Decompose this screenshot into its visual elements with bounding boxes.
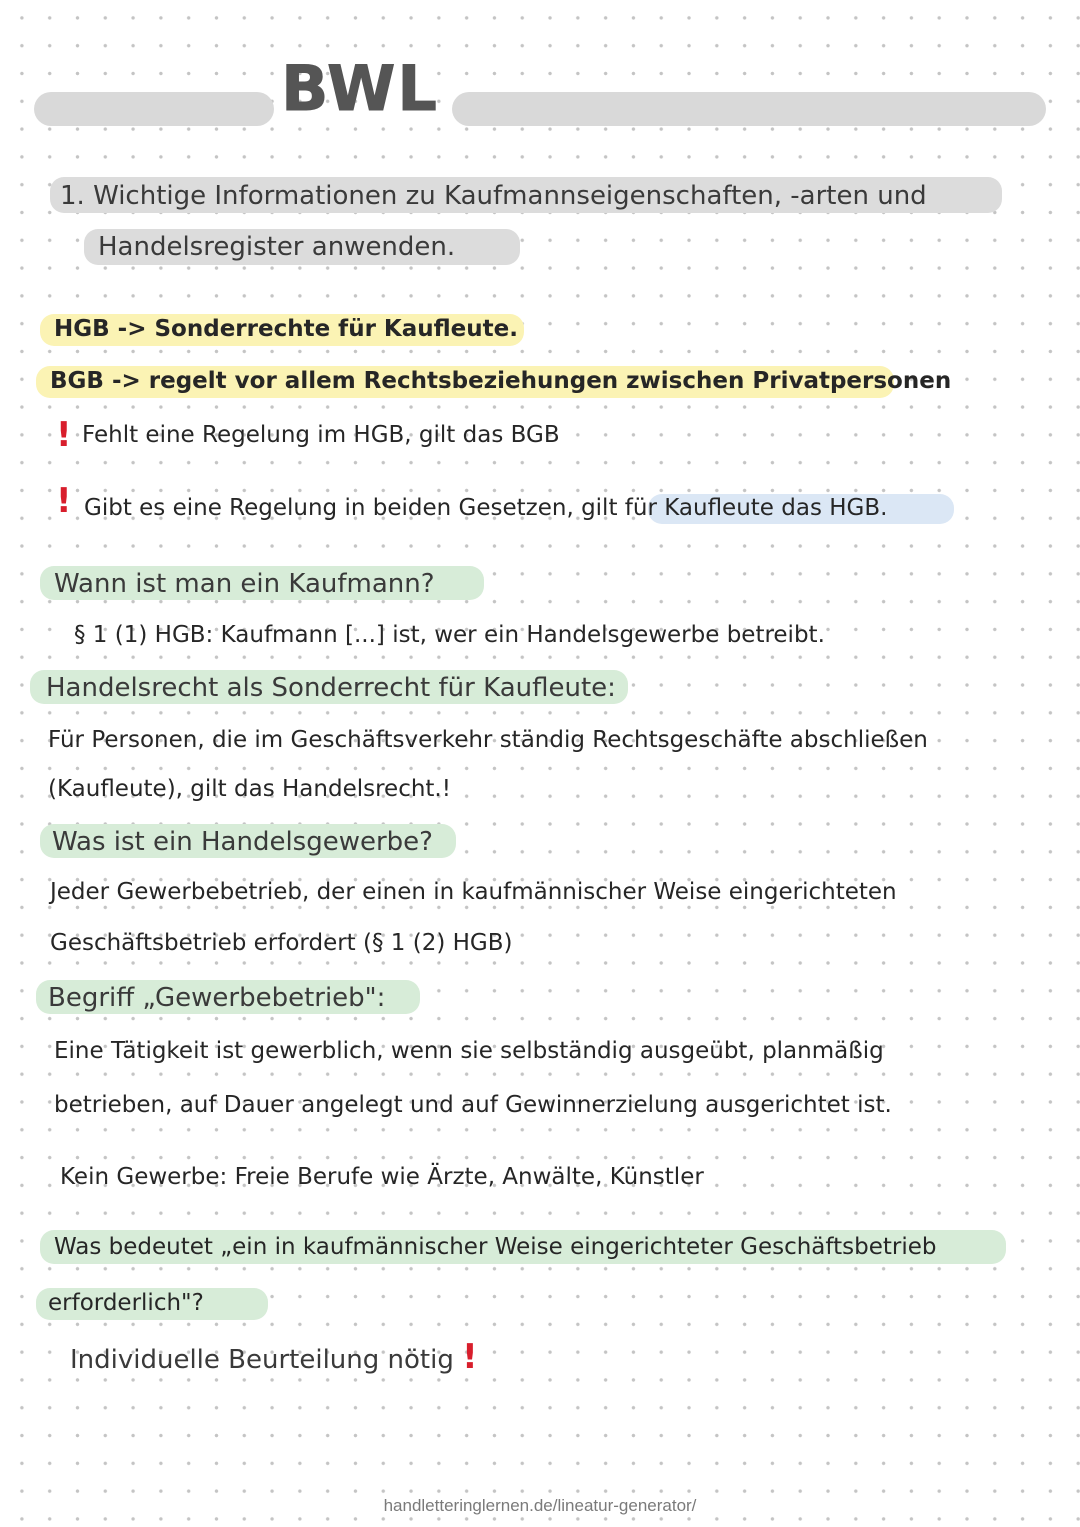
a-bedeutung-text: Individuelle Beurteilung nötig: [70, 1345, 454, 1375]
warning-icon-1: !: [56, 415, 72, 455]
footer-url: handletteringlernen.de/lineatur-generator/: [383, 1496, 697, 1515]
a-kaufmann: § 1 (1) HGB: Kaufmann [...] ist, wer ein Handelsgewerbe betreibt.: [74, 622, 825, 648]
rule-2: [84, 497, 887, 520]
t-begriff-2: betrieben, auf Dauer angelegt und auf Gewinnerzielung ausgerichtet ist.: [54, 1092, 892, 1118]
h-begriff: Begriff „Gewerbebetrieb":: [48, 983, 386, 1013]
q-kaufmann: Wann ist man ein Kaufmann?: [54, 569, 435, 599]
t-handelsrecht-2: (Kaufleute), gilt das Handelsrecht.!: [48, 776, 451, 802]
t-kein-gewerbe: Kein Gewerbe: Freie Berufe wie Ärzte, Anwälte, Künstler: [60, 1164, 704, 1190]
hgb-note: HGB -> Sonderrechte für Kaufleute.: [54, 316, 518, 342]
page-title: BWL: [281, 52, 439, 125]
warning-icon-3: !: [462, 1337, 478, 1377]
a-bedeutung: [70, 1337, 478, 1377]
rule-2-part-b: für Kaufleute das HGB.: [624, 495, 888, 521]
heading-line-1: 1. Wichtige Informationen zu Kaufmannseigenschaften, -arten und: [60, 181, 927, 211]
heading-line-2: Handelsregister anwenden.: [98, 232, 456, 262]
title-bar-right: [452, 92, 1046, 126]
a-handelsgewerbe-1: Jeder Gewerbebetrieb, der einen in kaufmännischer Weise eingerichteten: [50, 879, 897, 905]
rule-1: Fehlt eine Regelung im HGB, gilt das BGB: [82, 422, 560, 448]
q-bedeutung-2: erforderlich"?: [48, 1290, 204, 1316]
t-begriff-1: Eine Tätigkeit ist gewerblich, wenn sie selbständig ausgeübt, planmäßig: [54, 1038, 884, 1064]
h-handelsrecht: Handelsrecht als Sonderrecht für Kaufleute:: [46, 673, 616, 703]
warning-icon-2: !: [56, 481, 72, 521]
title-bar-left: [34, 92, 274, 126]
q-bedeutung-1: Was bedeutet „ein in kaufmännischer Weise eingerichteter Geschäftsbetrieb: [54, 1234, 937, 1260]
q-handelsgewerbe: Was ist ein Handelsgewerbe?: [52, 827, 433, 857]
t-handelsrecht-1: Für Personen, die im Geschäftsverkehr ständig Rechtsgeschäfte abschließen: [48, 727, 928, 753]
bgb-note: BGB -> regelt vor allem Rechtsbeziehungen zwischen Privatpersonen: [50, 368, 952, 394]
a-handelsgewerbe-2: Geschäftsbetrieb erfordert (§ 1 (2) HGB): [50, 930, 513, 956]
rule-2-part-a: Gibt es eine Regelung in beiden Gesetzen, gilt: [84, 495, 625, 521]
